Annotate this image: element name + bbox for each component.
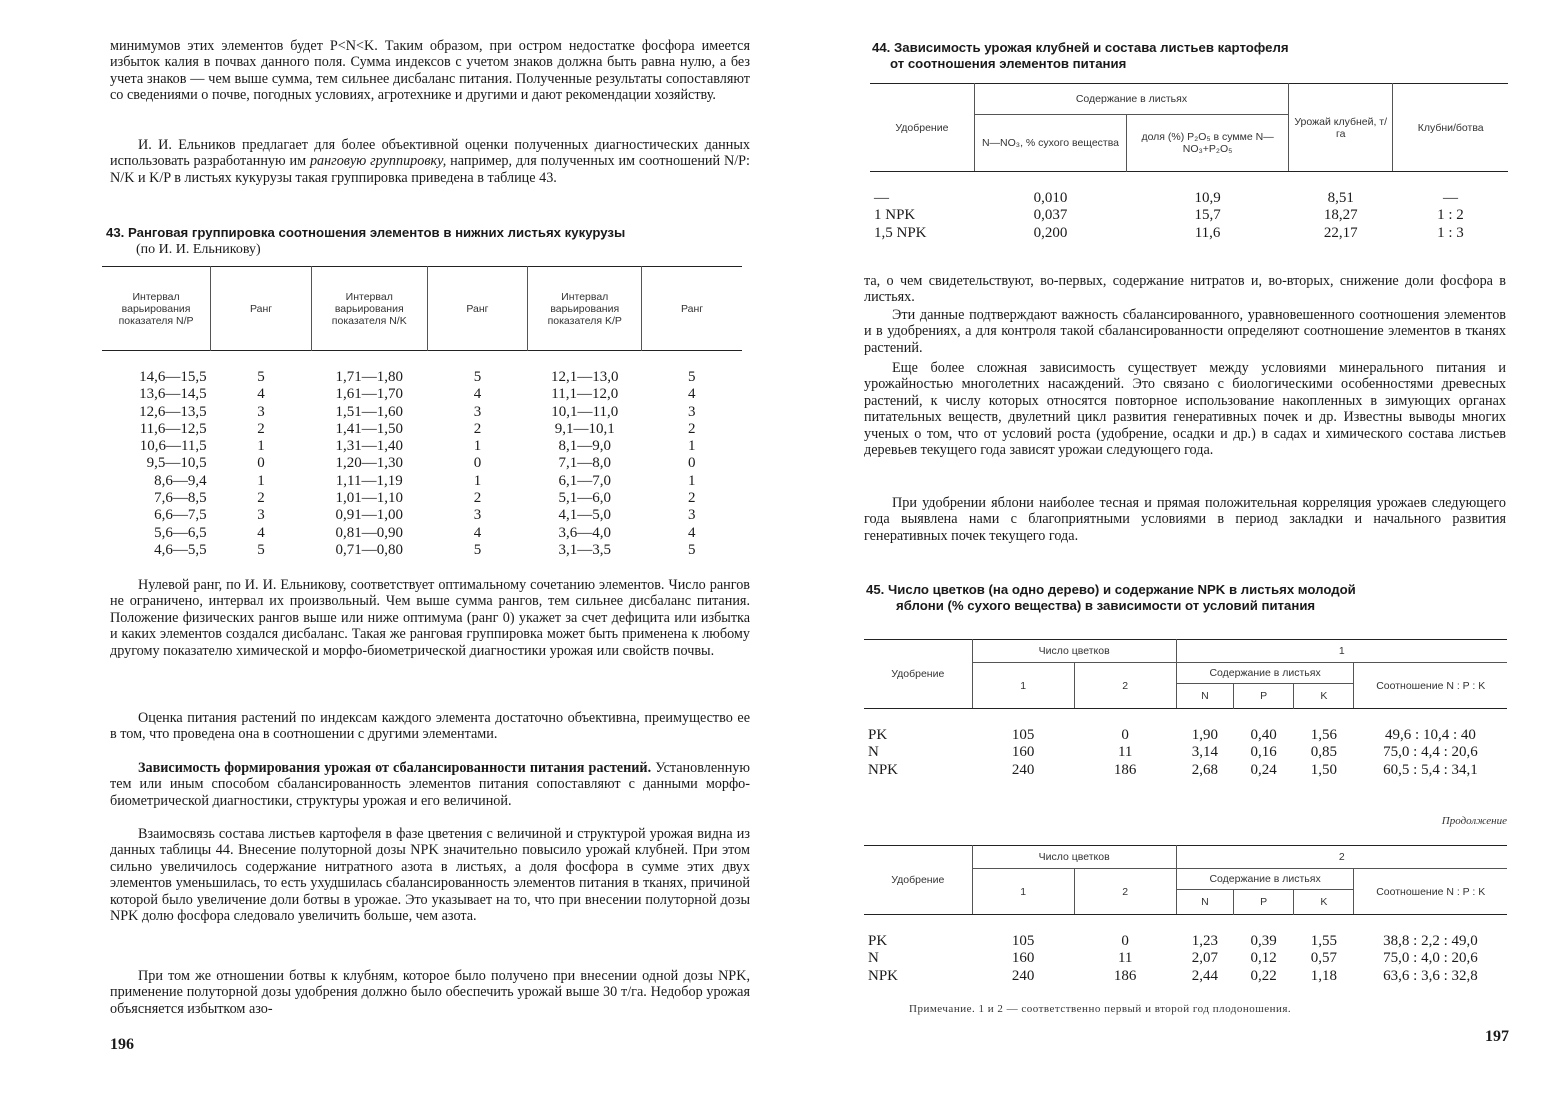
table43-cell: 1,71—1,80 xyxy=(335,369,403,385)
table45-cell: 75,0 : 4,4 : 20,6 xyxy=(1383,744,1478,761)
table43-cell: 8,1—9,0 xyxy=(558,438,611,455)
table45-header-n: N xyxy=(1176,684,1233,709)
table45-header-year: 1 xyxy=(1176,640,1507,663)
paragraph-tops: При том же отношении ботвы к клубням, которое было получено при внесении одной дозы NPK, применение полуторной дозы удобрения должно было обеспечить урожай выше 30 т/га. Недобор урожая объясняется избытком азо- xyxy=(110,968,750,1017)
table45-cell: 0,85 xyxy=(1310,744,1337,761)
table43-row xyxy=(102,404,742,421)
table43-cell: 3,6—4,0 xyxy=(558,524,611,541)
table45b-header-flowers-1: 1 xyxy=(972,869,1074,915)
table43-cell: 5 xyxy=(688,541,696,558)
table43-cell: 0,91—1,00 xyxy=(335,507,403,524)
table43-cell: 3 xyxy=(257,403,265,420)
table-footnote: Примечание. 1 и 2 — соответственно первый и второй год плодоношения. xyxy=(909,1003,1292,1015)
table43-cell: 4 xyxy=(257,524,265,541)
table45b-cell: 186 xyxy=(1113,967,1137,984)
table45b-cell: 1,55 xyxy=(1310,933,1337,949)
table45-header-flowers-1: 1 xyxy=(972,663,1074,709)
table43-cell: 1,41—1,50 xyxy=(335,420,403,437)
table45-cell: 11 xyxy=(1117,744,1133,761)
table44-cell: 1 NPK xyxy=(874,207,916,224)
paragraph-elnikov-italic: ранговую группировку, xyxy=(309,153,447,170)
paragraph-dependence-heading: Зависимость формирования урожая от сбалансированности питания растений. xyxy=(138,760,652,776)
table43-cell: 14,6—15,5 xyxy=(139,369,207,385)
table43-cell: 0 xyxy=(257,455,265,472)
table45b-cell: 63,6 : 3,6 : 32,8 xyxy=(1383,967,1478,984)
table43-cell: 4 xyxy=(688,524,696,541)
table45b-cell: 75,0 : 4,0 : 20,6 xyxy=(1383,950,1478,967)
table45b-cell: 2,44 xyxy=(1191,967,1218,984)
table43-cell: 3 xyxy=(473,403,482,420)
table45-cell: 0 xyxy=(1121,727,1129,743)
table43-header-kp: Интервал варьирования показателя K/P xyxy=(528,267,642,351)
table45b-cell: 0,57 xyxy=(1310,950,1337,967)
table43-cell: 1 xyxy=(257,438,265,455)
table43-cell: 0 xyxy=(688,455,696,472)
table45-cell: 3,14 xyxy=(1191,744,1218,761)
table43-cell: 0 xyxy=(473,455,482,472)
table45b-cell: 1,18 xyxy=(1310,967,1337,984)
table43-row xyxy=(102,507,742,524)
table43-cell: 1 xyxy=(257,472,265,489)
table43-cell: 5 xyxy=(688,369,696,385)
table43-cell: 2 xyxy=(473,490,482,507)
table43-row xyxy=(102,473,742,490)
table45-cell: 1,90 xyxy=(1191,727,1218,743)
table43-cell: 9,5—10,5 xyxy=(146,455,207,472)
table43-row xyxy=(102,455,742,472)
table43-cell: 0,81—0,90 xyxy=(335,524,403,541)
table43-cell: 5 xyxy=(473,369,482,385)
table43-cell: 10,1—11,0 xyxy=(551,403,619,420)
table45-cell: N xyxy=(868,744,879,761)
table43-header-rank3: Ранг xyxy=(680,302,704,315)
table45-caption-line2: яблони (% сухого вещества) в зависимости от условий питания xyxy=(896,598,1316,613)
table43-cell: 6,6—7,5 xyxy=(154,507,207,524)
table45-cell: 1,56 xyxy=(1310,727,1337,743)
table45b-cell: 0,39 xyxy=(1250,933,1277,949)
table43-cell: 5,6—6,5 xyxy=(154,524,207,541)
table43-cell: 2 xyxy=(257,490,265,507)
paragraph-nitrates: та, о чем свидетельствуют, во-первых, содержание нитратов и, во-вторых, снижение доли фосфора в листьях. xyxy=(864,273,1506,306)
page-number-right: 197 xyxy=(1485,1028,1509,1045)
table43-cell: 1,01—1,10 xyxy=(335,490,403,507)
table43-cell: 12,6—13,5 xyxy=(139,403,207,420)
table45-cell: PK xyxy=(868,727,888,743)
paragraph-complex: Еще более сложная зависимость существует между условиями минерального питания и урожайностью многолетних насаждений. Это связано с биологическими особенностями древесных растений, к числу которых относятся повторное использование накопленных в зимующих органах питательных веществ, двулетний цикл развития генеративных почек и др. Известны выводы многих ученых о том, что от условий роста (удобрение, осадки и др.) в садах и химического состава листьев деревьев текущего года зависят урожаи следующего года. xyxy=(864,360,1506,459)
table45b-cell: NPK xyxy=(868,967,899,984)
table43-cell: 1,20—1,30 xyxy=(335,455,403,472)
table43-cell: 3 xyxy=(688,507,696,524)
table44-header-no3: N—NO₃, % сухого вещества xyxy=(974,115,1126,172)
paragraph-elnikov-end: например, для полученных им соотношений N/P: N/K и K/P в листьях кукурузы такая группировка приведена в таблице 43. xyxy=(110,153,751,186)
table43-cell: 13,6—14,5 xyxy=(139,386,207,403)
table45b-cell: 240 xyxy=(1011,967,1035,984)
table43-cell: 1 xyxy=(688,438,696,455)
paragraph-dependence xyxy=(110,760,750,809)
table43-cell: 3 xyxy=(473,507,482,524)
table45-header-ratio: Соотношение N : P : K xyxy=(1354,663,1507,709)
table44-cell: 11,6 xyxy=(1194,224,1221,241)
table43-cell: 1 xyxy=(473,438,482,455)
table45-cell: 160 xyxy=(1011,744,1035,761)
table43-cell: 7,1—8,0 xyxy=(558,455,611,472)
table45-cell: 0,40 xyxy=(1250,727,1277,743)
table45-header-flowers-2: 2 xyxy=(1074,663,1176,709)
table43-header-np: Интервал варьирования показателя N/P xyxy=(102,267,211,351)
table44-cell: 10,9 xyxy=(1194,190,1221,206)
table44-cell: — xyxy=(874,190,889,206)
table45b-header-ratio: Соотношение N : P : K xyxy=(1354,869,1507,915)
table44-cell: 8,51 xyxy=(1327,190,1354,206)
table45b-cell: 2,07 xyxy=(1191,950,1218,967)
table45-cell: 2,68 xyxy=(1191,761,1218,778)
table45b-header-n: N xyxy=(1176,890,1233,915)
table43-header-nk: Интервал варьирования показателя N/K xyxy=(311,267,427,351)
table45-row xyxy=(864,744,1507,761)
table43-cell: 7,6—8,5 xyxy=(154,490,207,507)
table44-cell: 0,037 xyxy=(1033,207,1068,224)
table44-cell: — xyxy=(1442,190,1458,206)
paragraph-evaluation: Оценка питания растений по индексам каждого элемента достаточно объективна, преимущество ее в том, что проведена она в соотношении с другими элементами. xyxy=(110,710,750,743)
table45b-row xyxy=(864,915,1507,951)
table45 xyxy=(864,639,1507,779)
paragraph-elnikov xyxy=(110,137,750,186)
table43-cell: 12,1—13,0 xyxy=(550,369,619,385)
table45b-cell: 1,23 xyxy=(1191,933,1218,949)
table43-header-rank1: Ранг xyxy=(211,267,312,351)
table44-caption-line1: 44. Зависимость урожая клубней и состава листьев картофеля xyxy=(872,40,1289,55)
table45b-header-flowers-2: 2 xyxy=(1074,869,1176,915)
table43-cell: 2 xyxy=(688,420,696,437)
table43-cell: 1,51—1,60 xyxy=(335,403,403,420)
paragraph-confirm: Эти данные подтверждают важность сбалансированного, уравновешенного соотношения элементов и в удобрениях, а для контроля такой сбалансированности определяют соотношение элементов в тканях растений. xyxy=(864,307,1506,356)
table45-header-fertilizer: Удобрение xyxy=(864,640,972,709)
table44-row xyxy=(870,225,1508,242)
paragraph-zero-rank: Нулевой ранг, по И. И. Ельникову, соответствует оптимальному сочетанию элементов. Число рангов не ограничено, интервал их произвольный. Чем выше сумма рангов, тем сильнее дисбаланс питания. Положение физических рангов выше или ниже оптимума (ранг 0) укажет за счет дефицита или избытка и каких элементов создался дисбаланс. Такая же ранговая группировка может быть применена к любому другому показателю химической и морфо-биометрической диагностики урожая или свойств почвы. xyxy=(110,577,750,659)
table43-row xyxy=(102,438,742,455)
table45b-header-fertilizer: Удобрение xyxy=(864,846,972,915)
page-number-left: 196 xyxy=(110,1036,134,1053)
table44-cell: 22,17 xyxy=(1323,224,1358,241)
table45b-cell: 38,8 : 2,2 : 49,0 xyxy=(1383,933,1478,949)
table45-cell: 1,50 xyxy=(1310,761,1337,778)
table44-cell: 1,5 NPK xyxy=(874,224,927,241)
table45b-cell: PK xyxy=(868,933,888,949)
table43-caption xyxy=(106,225,756,258)
table43-row xyxy=(102,421,742,438)
table43-cell: 2 xyxy=(688,490,696,507)
table43-cell: 1,11—1,19 xyxy=(335,472,403,489)
table43-header-rank2: Ранг xyxy=(427,267,528,351)
table43-row xyxy=(102,386,742,403)
table45-cell: 49,6 : 10,4 : 40 xyxy=(1385,727,1476,743)
table44-cell: 1 : 2 xyxy=(1437,207,1464,224)
table43-row xyxy=(102,490,742,507)
table43-cell: 4 xyxy=(688,386,696,403)
table43-cell: 1 xyxy=(688,472,696,489)
table44-header-yield: Урожай клубней, т/га xyxy=(1289,84,1393,172)
table45b-cell: 11 xyxy=(1117,950,1133,967)
table44-header-fertilizer: Удобрение xyxy=(870,84,974,172)
table43-cell: 1,61—1,70 xyxy=(335,386,403,403)
table45b-cell: 105 xyxy=(1011,933,1035,949)
table44-caption xyxy=(872,40,1512,72)
table43-cell: 10,6—11,5 xyxy=(139,438,207,455)
table43-caption-title: 43. Ранговая группировка соотношения элементов в нижних листьях кукурузы xyxy=(106,225,626,240)
table45b-cell: 160 xyxy=(1011,950,1035,967)
paragraph-intro: минимумов этих элементов будет P<N<K. Таким образом, при остром недостатке фосфора имеется избыток калия в почвах данного поля. Сумма индексов с учетом знаков должна быть равна нулю, а без учета знаков — чем выше сумма, тем сильнее дисбаланс питания. Полученные результаты сопоставляют со сведениями о почве, погодных условиях, агротехнике и другими и дают рекомендации хозяйству. xyxy=(110,38,750,104)
table43-cell: 5,1—6,0 xyxy=(558,490,611,507)
table45b-header-flowers: Число цветков xyxy=(972,846,1176,869)
table44-row xyxy=(870,207,1508,224)
table43-cell: 4,1—5,0 xyxy=(558,507,611,524)
table45-cell: 0,16 xyxy=(1250,744,1277,761)
table45b-row xyxy=(864,950,1507,967)
table45b-cell: N xyxy=(868,950,879,967)
table45-cell: 186 xyxy=(1113,761,1137,778)
table43-row xyxy=(102,351,742,387)
table45b-header-year: 2 xyxy=(1176,846,1507,869)
paragraph-relation: Взаимосвязь состава листьев картофеля в фазе цветения с величиной и структурой урожая видна из данных таблицы 44. Внесение полуторной дозы NPK значительно повысило урожай клубней. При этом сильно увеличилось содержание нитратного азота в листьях, а доля фосфора в сумме этих двух элементов уменьшилась, то есть ухудшилась сбалансированность элементов питания в тканях, причиной которой было увеличение доли ботвы в урожае. Это указывает на то, что при внесении полуторной дозы NPK долю фосфора следовало увеличить больше, чем азота. xyxy=(110,826,750,925)
table45b-header-k: K xyxy=(1294,890,1354,915)
table43-cell: 6,1—7,0 xyxy=(558,472,611,489)
table44-cell: 0,200 xyxy=(1033,224,1068,241)
table43-cell: 4 xyxy=(257,386,265,403)
paragraph-elnikov-text: И. И. Ельников предлагает для более объективной оценки полученных диагностических данных использовать разработанную им xyxy=(110,137,750,170)
table43-cell: 3 xyxy=(688,403,696,420)
table43-cell: 4 xyxy=(473,386,482,403)
table43-cell: 9,1—10,1 xyxy=(554,420,615,437)
table43-row xyxy=(102,542,742,559)
table45-cell: 60,5 : 5,4 : 34,1 xyxy=(1383,761,1478,778)
table45b-cell: 0,22 xyxy=(1250,967,1277,984)
table43-cell: 2 xyxy=(473,420,482,437)
table43-cell: 5 xyxy=(257,541,265,558)
table43-cell: 11,1—12,0 xyxy=(551,386,619,403)
table43-caption-source: (по И. И. Ельникову) xyxy=(136,242,261,257)
table43-cell: 3 xyxy=(257,507,265,524)
table43-cell: 11,6—12,5 xyxy=(139,420,207,437)
table45-header-content: Содержание в листьях xyxy=(1176,663,1354,684)
table44-cell: 15,7 xyxy=(1194,207,1221,224)
table43 xyxy=(102,266,742,559)
table43-cell: 4,6—5,5 xyxy=(154,541,207,558)
table45b-cell: 0,12 xyxy=(1250,950,1277,967)
table43-cell: 2 xyxy=(257,420,265,437)
table45-cell: 105 xyxy=(1011,727,1035,743)
paragraph-dependence-text: Установленную тем или иным способом сбалансированность элементов питания сопоставляют с данными морфо-биометрической диагностики, структуры урожая и его величиной. xyxy=(110,760,750,809)
table45b-row xyxy=(864,968,1507,985)
table44-caption-line2: от соотношения элементов питания xyxy=(890,56,1127,71)
table44 xyxy=(870,83,1508,242)
table45-header-flowers: Число цветков xyxy=(972,640,1176,663)
table44-cell: 18,27 xyxy=(1323,207,1358,224)
table45-row xyxy=(864,709,1507,745)
table43-cell: 5 xyxy=(257,369,265,385)
continuation-label: Продолжение xyxy=(1441,815,1507,827)
table43-cell: 0,71—0,80 xyxy=(335,541,403,558)
table43-cell: 1 xyxy=(473,472,482,489)
table45b-header-content: Содержание в листьях xyxy=(1176,869,1354,890)
table43-row xyxy=(102,525,742,542)
table45b-cell: 0 xyxy=(1121,933,1129,949)
table43-cell: 4 xyxy=(473,524,482,541)
table44-row xyxy=(870,172,1508,208)
table43-cell: 8,6—9,4 xyxy=(154,472,207,489)
table43-cell: 5 xyxy=(473,541,482,558)
table45-header-k: K xyxy=(1294,684,1354,709)
table44-header-p2o5: доля (%) P₂O₅ в сумме N—NO₃+P₂O₅ xyxy=(1127,115,1289,172)
table45b-header-p: P xyxy=(1234,890,1294,915)
table45-continued xyxy=(864,845,1507,985)
paragraph-apple: При удобрении яблони наиболее тесная и прямая положительная корреляция урожаев следующего года выявлена нами с благоприятными условиями в период закладки и начального развития генеративных почек текущего года. xyxy=(864,495,1506,544)
right-page xyxy=(779,0,1558,1093)
table44-cell: 1 : 3 xyxy=(1437,224,1464,241)
table45-header-p: P xyxy=(1234,684,1294,709)
table45-cell: 240 xyxy=(1011,761,1035,778)
table45-caption-line1: 45. Число цветков (на одно дерево) и содержание NPK в листьях молодой xyxy=(866,582,1356,597)
table45-cell: NPK xyxy=(868,761,899,778)
table44-header-content: Содержание в листьях xyxy=(974,84,1288,115)
table44-header-ratio: Клубни/ботва xyxy=(1393,84,1508,172)
table43-cell: 3,1—3,5 xyxy=(558,541,611,558)
table43-cell: 1,31—1,40 xyxy=(335,438,403,455)
table44-cell: 0,010 xyxy=(1033,190,1068,206)
table45-row xyxy=(864,762,1507,779)
table45-cell: 0,24 xyxy=(1250,761,1277,778)
table45-caption xyxy=(866,582,1516,614)
